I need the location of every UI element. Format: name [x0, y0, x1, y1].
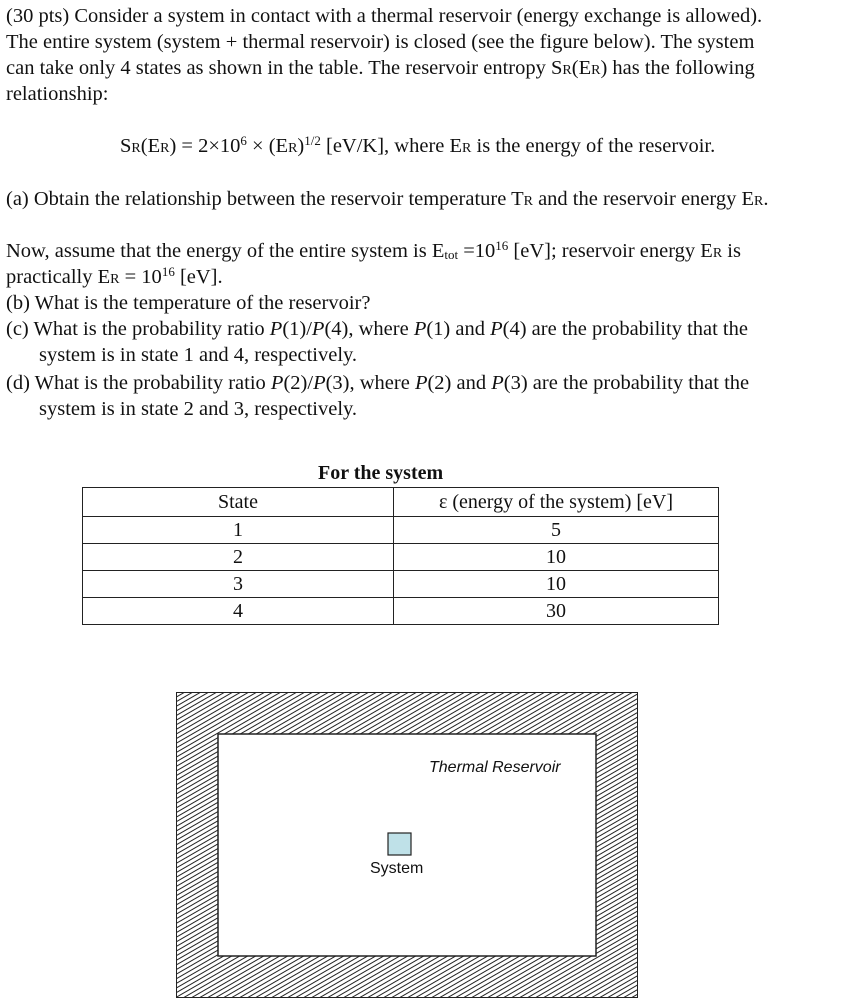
part-d-line-1: (d) What is the probability ratio P(2)/P(3), where P(2) and P(3) are the probability that the	[6, 372, 750, 394]
part-a: (a) Obtain the relationship between the reservoir temperature Tr and the reservoir energy Er.	[6, 188, 769, 210]
part-c-line-1: (c) What is the probability ratio P(1)/P(4), where P(1) and P(4) are the probability that the	[6, 318, 748, 340]
intro-line-1: (30 pts) Consider a system in contact with a thermal reservoir (energy exchange is allowed).	[6, 5, 763, 27]
table-header-row	[83, 488, 719, 517]
table-row	[83, 544, 719, 571]
intro-line-4: relationship:	[6, 83, 109, 105]
now-line-1: Now, assume that the energy of the entire system is $E_{tot} =10^{16}$ [eV]; reservoir energy Er is	[6, 238, 741, 262]
now-line-2: practically $Er = 10^{16}$ [eV].	[6, 264, 223, 288]
part-c-line-2: system is in state 1 and 4, respectively.	[39, 344, 358, 366]
state-cell: 2	[83, 544, 394, 571]
table-row	[83, 598, 719, 625]
part-b: (b) What is the temperature of the reservoir?	[6, 292, 371, 314]
table-row	[83, 571, 719, 598]
energy-cell: 10	[394, 544, 719, 571]
thermal-reservoir-label: Thermal Reservoir	[429, 759, 561, 776]
state-energy-table	[82, 487, 719, 625]
part-d-line-2: system is in state 2 and 3, respectively.	[39, 398, 358, 420]
intro-line-2: The entire system (system + thermal reservoir) is closed (see the figure below). The system	[6, 31, 755, 53]
entropy-equation: $Sr(Er) = 2\times 10^6 \times (Er)^{1/2}$ [eV/K], where Er is the energy of the reservoir.	[120, 133, 716, 157]
energy-cell: 10	[394, 571, 719, 598]
state-cell: 3	[83, 571, 394, 598]
intro-line-3: can take only 4 states as shown in the table. The reservoir entropy Sr(Er) has the following	[6, 57, 755, 79]
table-caption: For the system	[318, 462, 444, 484]
energy-cell: 30	[394, 598, 719, 625]
state-cell: 4	[83, 598, 394, 625]
system-box	[388, 833, 411, 855]
header-state: State	[83, 488, 394, 517]
state-cell: 1	[83, 517, 394, 544]
header-energy: ε (energy of the system) [eV]	[394, 488, 719, 517]
energy-cell: 5	[394, 517, 719, 544]
reservoir-diagram	[176, 692, 638, 998]
table-row	[83, 517, 719, 544]
system-label: System	[370, 860, 424, 877]
